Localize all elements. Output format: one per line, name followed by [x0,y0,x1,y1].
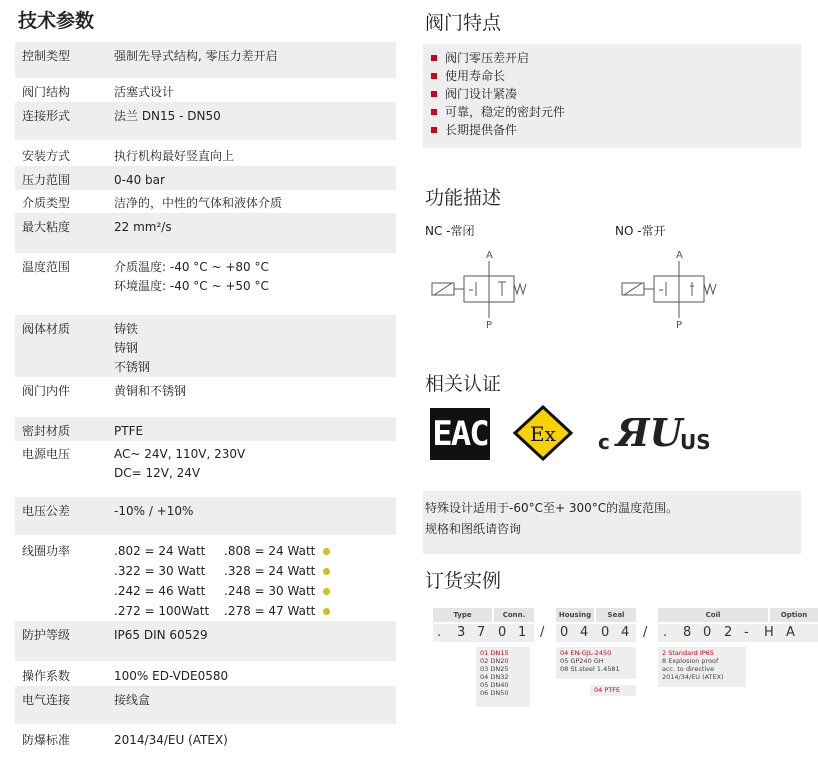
nc-valve-symbol-icon [428,246,528,330]
spec-row [15,417,396,441]
spec-value: 法兰 DN15 - DN50 [114,109,221,123]
note-line: 规格和图纸请咨询 [425,522,522,536]
coil-power-a: .242 = 46 Watt [114,584,206,598]
ul-c-mark: c [598,430,610,454]
spec-label: 电压公差 [22,504,71,518]
housing-option: 08 St.steel 1.4581 [560,665,620,673]
bullet-icon [431,109,437,115]
feature-text: 阀门零压差开启 [445,51,530,65]
spec-label: 电气连接 [22,693,71,707]
order-title: 订货实例 [425,570,502,592]
order-header: Coil [658,608,768,622]
spec-title: 技术参数 [18,10,95,32]
spec-row [15,166,396,190]
spec-value: 洁净的，中性的气体和液体介质 [114,196,283,210]
ru-mark-icon: ЯU [616,410,683,455]
spec-value: 执行机构最好竖直向上 [114,149,235,163]
coil-power-line [114,601,330,621]
code-char: 0 [703,625,712,640]
spec-value: 0-40 bar [114,173,165,187]
code-char: . [663,625,668,640]
function-title: 功能描述 [425,187,502,209]
housing-option: 05 GP240 GH [560,657,604,665]
spec-row [15,315,396,377]
port-p-label: P [676,320,683,330]
feature-item [431,121,517,139]
spec-value: 黄铜和不锈钢 [114,384,187,398]
spec-row [15,42,396,78]
spec-label: 阀门结构 [22,85,71,99]
spec-value: 活塞式设计 [114,85,175,99]
code-char: 1 [518,625,527,640]
coil-option: 2 Standard IP65 [662,649,714,657]
medium-temp: 介质温度: -40 °C ~ +80 °C [114,260,269,274]
feature-item [431,85,517,103]
features-title: 阀门特点 [425,12,502,34]
spec-value: 2014/34/EU (ATEX) [114,733,228,747]
housing-options [556,647,636,679]
feature-text: 长期提供备件 [445,123,518,137]
feature-item [431,67,505,85]
port-a-label: A [486,250,493,261]
spec-label: 阀门内件 [22,384,71,398]
spec-row [15,662,396,686]
code-char: 2 [724,625,733,640]
order-header: Housing [556,608,594,622]
order-header: Conn. [494,608,534,622]
dc-voltage: DC= 12V, 24V [114,466,201,480]
coil-power-a: .802 = 24 Watt [114,544,206,558]
spec-row [15,497,396,535]
spec-label: 线圈功率 [22,544,71,558]
spec-value: IP65 DIN 60529 [114,628,208,642]
spec-label: 安装方式 [22,149,71,163]
conn-option: 05 DN40 [480,681,509,689]
conn-option: 04 DN32 [480,673,509,681]
eac-logo: EAC [430,408,490,460]
feature-text: 阀门设计紧凑 [445,87,518,101]
features-box [423,44,801,148]
coil-power-line [114,541,330,561]
conn-option: 03 DN25 [480,665,509,673]
spec-value: PTFE [114,424,144,438]
feature-text: 可靠，稳定的密封元件 [445,105,566,119]
spec-value [114,320,150,377]
spec-label: 温度范围 [22,260,71,274]
spec-label: 防爆标准 [22,733,71,747]
conn-options [476,647,530,707]
spec-label: 介质类型 [22,196,71,210]
ac-voltage: AC~ 24V, 110V, 230V [114,447,246,461]
feature-item [431,49,529,67]
status-dot-icon [323,588,330,595]
code-char: 3 [457,625,466,640]
spec-row [15,440,396,496]
status-dot-icon [323,548,330,555]
code-char: A [786,625,795,640]
ul-us-mark: US [680,430,711,454]
coil-power-b: .808 = 24 Watt [224,544,316,558]
coil-power-a: .322 = 30 Watt [114,564,206,578]
coil-options [658,647,746,687]
spec-value: 接线盒 [114,693,151,707]
bullet-icon [431,55,437,61]
spec-label: 最大粘度 [22,220,71,234]
material-item: 铸铁 [114,322,139,336]
status-dot-icon [323,568,330,575]
code-char: 7 [477,625,486,640]
status-dot-icon [323,608,330,615]
spec-label: 操作系数 [22,669,71,683]
spec-row [15,78,396,102]
code-char: 0 [601,625,610,640]
bullet-icon [431,127,437,133]
spec-row [15,102,396,140]
note-line: 特殊设计适用于-60°C至+ 300°C的温度范围。 [425,501,679,515]
spec-row [15,726,396,752]
feature-text: 使用寿命长 [445,69,506,83]
code-char: 8 [683,625,692,640]
ambient-temp: 环境温度: -40 °C ~ +50 °C [114,279,269,293]
coil-option: 8 Explosion proof [662,657,719,665]
code-char: / [540,625,545,640]
no-label: NO -常开 [615,224,666,238]
atex-ex-icon [513,405,573,461]
conn-option: 06 DN50 [480,689,509,697]
code-char: 0 [498,625,507,640]
order-header: Type [433,608,492,622]
spec-label: 压力范围 [22,173,71,187]
feature-item [431,103,565,121]
code-char: 4 [580,625,589,640]
coil-option: acc. to directive [662,665,715,673]
code-char: 0 [560,625,569,640]
spec-row [15,537,396,621]
coil-power-a: .272 = 100Watt [114,604,210,618]
spec-label: 密封材质 [22,424,71,438]
cert-title: 相关认证 [425,373,502,395]
code-char: - [744,625,749,640]
port-p-label: P [486,320,493,330]
spec-label: 电源电压 [22,447,71,461]
seal-option: 04 PTFE [590,685,636,696]
spec-row [15,253,396,315]
spec-value: 强制先导式结构, 零压力差开启 [114,49,278,63]
coil-power-b: .248 = 30 Watt [224,584,316,598]
spec-label: 阀体材质 [22,322,71,336]
material-item: 铸钢 [114,341,139,355]
order-header: Option [770,608,818,622]
spec-label: 防护等级 [22,628,71,642]
code-char: . [437,625,442,640]
conn-option: 01 DN15 [480,649,509,657]
spec-row [15,377,396,415]
spec-value [114,445,245,483]
coil-power-line [114,581,330,601]
code-char: / [643,625,648,640]
spec-row [15,621,396,661]
spec-label: 控制类型 [22,49,71,63]
coil-power-b: .278 = 47 Watt [224,604,316,618]
material-item: 不锈钢 [114,360,151,374]
spec-value [114,258,269,296]
spec-row [15,142,396,166]
ex-mark: Ex [530,422,556,446]
code-char: H [764,625,774,640]
note-box [423,491,801,554]
spec-value: 100% ED-VDE0580 [114,669,229,683]
code-char: 4 [621,625,630,640]
conn-option: 02 DN20 [480,657,509,665]
port-a-label: A [676,250,683,261]
housing-option: 04 EN-GJL-2450 [560,649,612,657]
coil-power-b: .328 = 24 Watt [224,564,316,578]
coil-option: 2014/34/EU (ATEX) [662,673,724,681]
coil-power-line [114,561,330,581]
spec-value: -10% / +10% [114,504,194,518]
spec-row [15,189,396,213]
bullet-icon [431,91,437,97]
spec-value: 22 mm²/s [114,220,172,234]
bullet-icon [431,73,437,79]
spec-row [15,686,396,724]
spec-row [15,213,396,253]
ul-logo [598,408,711,460]
nc-label: NC -常闭 [425,224,475,238]
order-header: Seal [596,608,636,622]
no-valve-symbol-icon [618,246,718,330]
coil-power-list [114,541,330,621]
spec-label: 连接形式 [22,109,71,123]
